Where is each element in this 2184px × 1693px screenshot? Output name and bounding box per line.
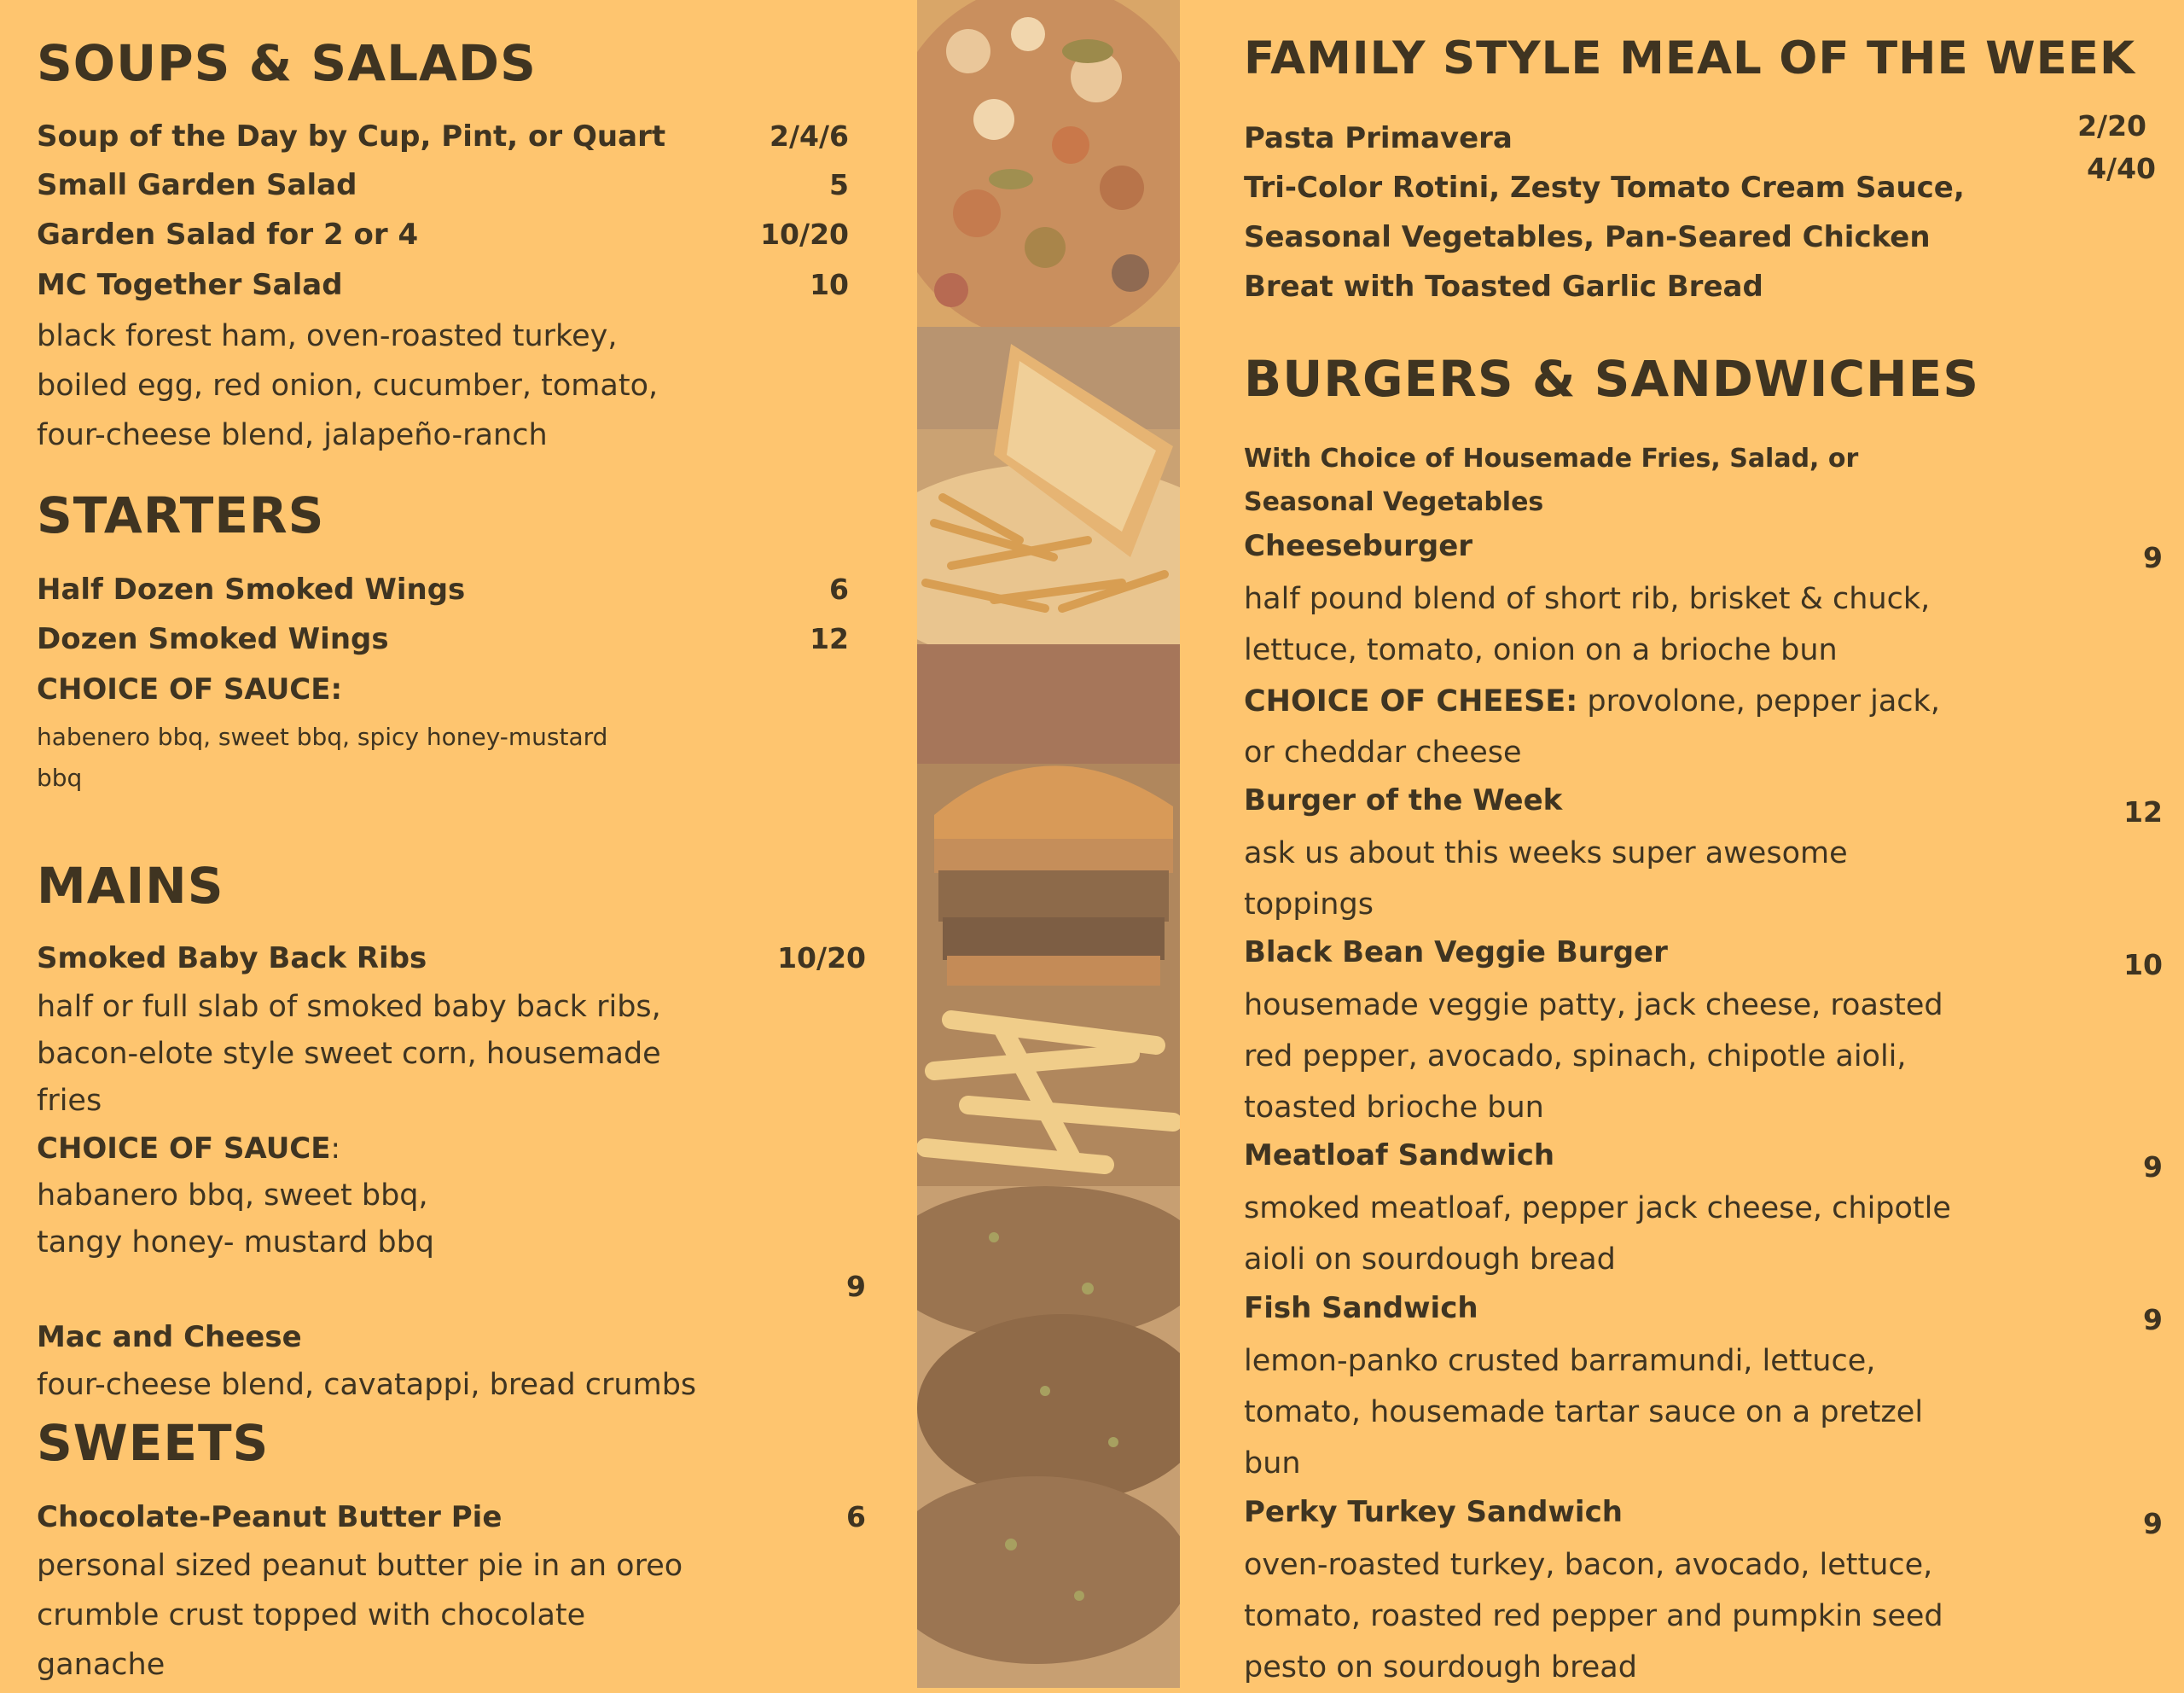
description-burger-of-the-week: ask us about this weeks super awesome toppings — [1244, 836, 1848, 922]
menu-item-black-bean-veggie-burger: Black Bean Veggie Burger — [1244, 935, 1668, 969]
section-title-mains: MAINS — [37, 857, 224, 915]
description-mac-and-cheese: four-cheese blend, cavatappi, bread crumbs — [37, 1368, 697, 1402]
grilled-sandwich-photo — [917, 327, 1180, 644]
price-meatloaf-sandwich: 9 — [2143, 1150, 2163, 1184]
section-title-soups-salads: SOUPS & SALADS — [37, 34, 537, 92]
food-photo-strip — [917, 0, 1180, 1688]
menu-item-garden-salad-2-or-4: Garden Salad for 2 or 4 — [37, 218, 419, 252]
menu-item-cheeseburger: Cheeseburger — [1244, 529, 1473, 563]
smoked-wings-photo — [917, 1186, 1180, 1688]
description-black-bean-veggie-burger: housemade veggie patty, jack cheese, roasted red pepper, avocado, spinach, chipotle aioli, toasted brioche bun — [1244, 988, 1943, 1125]
price-smoked-ribs: 10/20 — [777, 941, 866, 974]
price-burger-of-the-week: 12 — [2123, 795, 2163, 829]
price-half-dozen-wings: 6 — [829, 573, 849, 606]
price-dozen-wings: 12 — [810, 622, 849, 655]
section-title-family-style: FAMILY STYLE MEAL OF THE WEEK — [1244, 32, 2136, 84]
burger-and-fries-photo — [917, 644, 1180, 1186]
price-garden-salad-2-or-4: 10/20 — [760, 218, 849, 251]
menu-item-small-garden-salad: Small Garden Salad — [37, 168, 357, 202]
price-mc-together-salad: 10 — [810, 268, 849, 301]
price-chocolate-peanut-butter-pie: 6 — [846, 1500, 866, 1533]
burgers-sides-note: With Choice of Housemade Fries, Salad, or Seasonal Vegetables — [1244, 444, 1859, 517]
starters-sauce-description: habenero bbq, sweet bbq, spicy honey-mustard bbq — [37, 723, 608, 792]
mains-sauce-description: habanero bbq, sweet bbq, tangy honey- mustard bbq — [37, 1178, 435, 1260]
description-mc-together-salad: black forest ham, oven-roasted turkey, boiled egg, red onion, cucumber, tomato, four-cheese blend, jalapeño-ranch — [37, 319, 659, 452]
price-family-meal-2: 2/20 — [2077, 109, 2146, 143]
menu-item-dozen-wings: Dozen Smoked Wings — [37, 622, 389, 656]
starters-sauce-label: CHOICE OF SAUCE: — [37, 672, 343, 707]
right-menu-column — [1180, 0, 2184, 1688]
description-perky-turkey-sandwich: oven-roasted turkey, bacon, avocado, lettuce, tomato, roasted red pepper and pumpkin seed pesto on sourdough bread — [1244, 1548, 1943, 1684]
menu-item-mc-together-salad: MC Together Salad — [37, 268, 343, 302]
section-title-starters: STARTERS — [37, 486, 325, 544]
price-mac-and-cheese: 9 — [846, 1270, 866, 1303]
menu-item-smoked-ribs: Smoked Baby Back Ribs — [37, 941, 427, 975]
mains-sauce-label: CHOICE OF SAUCE: — [37, 1132, 340, 1166]
price-family-meal-4: 4/40 — [2087, 152, 2156, 185]
description-meatloaf-sandwich: smoked meatloaf, pepper jack cheese, chipotle aioli on sourdough bread — [1244, 1191, 1951, 1277]
section-title-sweets: SWEETS — [37, 1414, 270, 1472]
section-title-burgers-sandwiches: BURGERS & SANDWICHES — [1244, 350, 1979, 408]
menu-item-mac-and-cheese: Mac and Cheese — [37, 1320, 302, 1354]
family-meal-description: Pasta Primavera Tri-Color Rotini, Zesty Tomato Cream Sauce, Seasonal Vegetables, Pan-Seared Chicken Breat with Toasted Garlic Bread — [1244, 121, 1965, 304]
price-fish-sandwich: 9 — [2143, 1303, 2163, 1336]
menu-item-meatloaf-sandwich: Meatloaf Sandwich — [1244, 1138, 1555, 1172]
menu-item-soup-of-the-day: Soup of the Day by Cup, Pint, or Quart — [37, 119, 666, 154]
left-menu-column — [0, 0, 917, 1688]
menu-item-perky-turkey-sandwich: Perky Turkey Sandwich — [1244, 1495, 1623, 1529]
price-black-bean-veggie-burger: 10 — [2123, 948, 2163, 981]
description-cheeseburger: half pound blend of short rib, brisket & chuck, lettuce, tomato, onion on a brioche bun CHOICE OF CHEESE: provolone, pepper jack, or cheddar cheese — [1244, 582, 1940, 770]
menu-item-chocolate-peanut-butter-pie: Chocolate-Peanut Butter Pie — [37, 1500, 502, 1534]
price-soup-of-the-day: 2/4/6 — [770, 119, 849, 153]
menu-item-burger-of-the-week: Burger of the Week — [1244, 783, 1563, 817]
menu-item-fish-sandwich: Fish Sandwich — [1244, 1291, 1478, 1325]
salad-photo — [917, 0, 1180, 327]
menu-item-half-dozen-wings: Half Dozen Smoked Wings — [37, 573, 466, 607]
description-fish-sandwich: lemon-panko crusted barramundi, lettuce, tomato, housemade tartar sauce on a pretzel bun — [1244, 1344, 1924, 1481]
price-perky-turkey-sandwich: 9 — [2143, 1507, 2163, 1540]
description-chocolate-peanut-butter-pie: personal sized peanut butter pie in an oreo crumble crust topped with chocolate ganache — [37, 1549, 683, 1682]
description-smoked-ribs: half or full slab of smoked baby back ribs, bacon-elote style sweet corn, housemade fries — [37, 990, 661, 1118]
price-small-garden-salad: 5 — [829, 168, 849, 201]
price-cheeseburger: 9 — [2143, 541, 2163, 574]
